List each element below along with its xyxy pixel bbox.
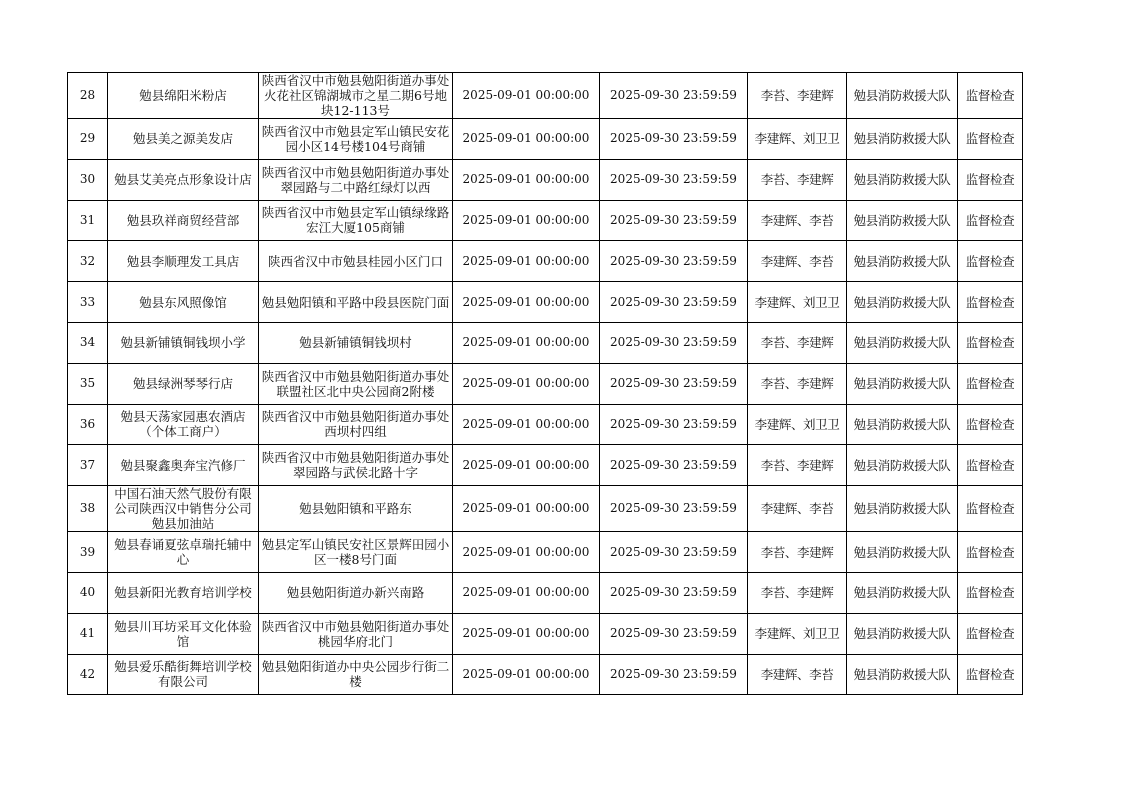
table-row <box>68 654 1023 695</box>
inspection-type-cell <box>958 241 1023 282</box>
start-text: 2025-09-01 00:00:00 <box>462 666 590 681</box>
unit-cell <box>847 654 958 695</box>
end-text: 2025-09-30 23:59:59 <box>610 585 737 600</box>
name-text: 勉县美之源美发店 <box>132 131 233 147</box>
address-cell <box>259 73 453 119</box>
start-text: 2025-09-01 00:00:00 <box>462 416 590 431</box>
table-row <box>68 73 1023 119</box>
end-time-cell <box>600 486 748 532</box>
start-text: 2025-09-01 00:00:00 <box>462 585 590 600</box>
end-text: 2025-09-30 23:59:59 <box>610 131 737 146</box>
end-text: 2025-09-30 23:59:59 <box>610 172 737 187</box>
end-text: 2025-09-30 23:59:59 <box>610 457 737 472</box>
table-row <box>68 159 1023 200</box>
inspectors-text: 李建辉、刘卫卫 <box>754 626 840 642</box>
unit-cell <box>847 572 958 613</box>
inspectors-cell <box>748 241 847 282</box>
address-text: 勉县勉阳镇和平路中段县医院门面 <box>261 294 450 310</box>
row-number-cell <box>68 445 108 486</box>
no-text: 34 <box>79 335 96 350</box>
inspectors-cell <box>748 486 847 532</box>
table-row <box>68 445 1023 486</box>
table-row <box>68 322 1023 363</box>
no-text: 33 <box>79 294 96 309</box>
inspectors-text: 李建辉、李苔 <box>760 501 834 517</box>
inspectors-cell <box>748 404 847 445</box>
end-time-cell <box>600 282 748 323</box>
inspection-type-cell <box>958 404 1023 445</box>
type-text: 监督检查 <box>965 626 1015 642</box>
name-text: 勉县玖祥商贸经营部 <box>126 212 240 228</box>
no-text: 28 <box>79 88 96 102</box>
no-text: 32 <box>79 253 96 268</box>
unit-text: 勉县消防救援大队 <box>853 585 951 601</box>
business-name-cell <box>108 654 259 695</box>
unit-cell <box>847 445 958 486</box>
start-time-cell <box>453 73 600 119</box>
type-text: 监督检查 <box>965 585 1015 601</box>
end-time-cell <box>600 613 748 654</box>
inspectors-cell <box>748 282 847 323</box>
end-time-cell <box>600 363 748 404</box>
inspectors-text: 李苔、李建辉 <box>760 544 834 560</box>
row-number-cell <box>68 404 108 445</box>
name-text: 勉县绿洲琴琴行店 <box>132 376 233 392</box>
end-time-cell <box>600 73 748 119</box>
business-name-cell <box>108 119 259 160</box>
type-text: 监督检查 <box>965 335 1015 351</box>
start-text: 2025-09-01 00:00:00 <box>462 626 590 641</box>
no-text: 37 <box>79 457 96 472</box>
start-time-cell <box>453 532 600 573</box>
inspection-type-cell <box>958 445 1023 486</box>
start-text: 2025-09-01 00:00:00 <box>462 172 590 187</box>
unit-text: 勉县消防救援大队 <box>853 501 951 517</box>
unit-text: 勉县消防救援大队 <box>853 666 951 682</box>
address-text: 陕西省汉中市勉县定军山镇绿缘路宏江大厦105商铺 <box>261 205 450 236</box>
type-text: 监督检查 <box>965 544 1015 560</box>
start-time-cell <box>453 445 600 486</box>
unit-text: 勉县消防救援大队 <box>853 294 951 310</box>
end-time-cell <box>600 532 748 573</box>
no-text: 38 <box>79 501 96 516</box>
no-text: 41 <box>79 626 96 641</box>
address-cell <box>259 532 453 573</box>
inspection-type-cell <box>958 200 1023 241</box>
end-text: 2025-09-30 23:59:59 <box>610 666 737 681</box>
no-text: 35 <box>79 376 96 391</box>
no-text: 31 <box>79 212 96 227</box>
address-cell <box>259 654 453 695</box>
start-text: 2025-09-01 00:00:00 <box>462 335 590 350</box>
end-text: 2025-09-30 23:59:59 <box>610 626 737 641</box>
address-text: 陕西省汉中市勉县勉阳街道办事处翠园路与武侯北路十字 <box>261 450 450 481</box>
name-text: 勉县春诵夏弦卓瑞托辅中心 <box>114 537 252 568</box>
address-cell <box>259 200 453 241</box>
start-time-cell <box>453 159 600 200</box>
row-number-cell <box>68 282 108 323</box>
row-number-cell <box>68 322 108 363</box>
name-text: 勉县爱乐酷街舞培训学校有限公司 <box>114 659 252 690</box>
inspectors-text: 李建辉、刘卫卫 <box>754 416 840 432</box>
type-text: 监督检查 <box>965 376 1015 392</box>
start-text: 2025-09-01 00:00:00 <box>462 253 590 268</box>
start-time-cell <box>453 486 600 532</box>
end-text: 2025-09-30 23:59:59 <box>610 335 737 350</box>
business-name-cell <box>108 241 259 282</box>
unit-text: 勉县消防救援大队 <box>853 457 951 473</box>
type-text: 监督检查 <box>965 294 1015 310</box>
address-text: 勉县新铺镇铜钱坝村 <box>299 335 412 351</box>
start-text: 2025-09-01 00:00:00 <box>462 88 590 102</box>
unit-cell <box>847 241 958 282</box>
row-number-cell <box>68 73 108 119</box>
type-text: 监督检查 <box>965 212 1015 228</box>
address-text: 陕西省汉中市勉县勉阳街道办事处翠园路与二中路红绿灯以西 <box>261 164 450 195</box>
row-number-cell <box>68 200 108 241</box>
business-name-cell <box>108 363 259 404</box>
table-row <box>68 241 1023 282</box>
name-text: 勉县李顺理发工具店 <box>126 253 240 269</box>
address-text: 陕西省汉中市勉县桂园小区门口 <box>267 253 443 269</box>
table-row <box>68 200 1023 241</box>
unit-cell <box>847 532 958 573</box>
no-text: 39 <box>79 544 96 559</box>
inspection-table <box>67 72 1023 695</box>
address-text: 勉县定军山镇民安社区景辉田园小区一楼8号门面 <box>261 537 450 568</box>
unit-text: 勉县消防救援大队 <box>853 544 951 560</box>
unit-cell <box>847 613 958 654</box>
start-text: 2025-09-01 00:00:00 <box>462 544 590 559</box>
unit-cell <box>847 282 958 323</box>
inspectors-text: 李苔、李建辉 <box>760 88 834 103</box>
address-text: 勉县勉阳街道办新兴南路 <box>286 585 425 601</box>
address-text: 陕西省汉中市勉县勉阳街道办事处火花社区锦湖城市之星二期6号地块12-113号 <box>261 73 450 118</box>
business-name-cell <box>108 486 259 532</box>
name-text: 勉县绵阳米粉店 <box>139 88 227 103</box>
row-number-cell <box>68 241 108 282</box>
end-text: 2025-09-30 23:59:59 <box>610 501 737 516</box>
business-name-cell <box>108 200 259 241</box>
end-time-cell <box>600 200 748 241</box>
type-text: 监督检查 <box>965 172 1015 188</box>
no-text: 29 <box>79 131 96 146</box>
inspectors-cell <box>748 73 847 119</box>
inspectors-cell <box>748 119 847 160</box>
start-text: 2025-09-01 00:00:00 <box>462 294 590 309</box>
start-time-cell <box>453 404 600 445</box>
row-number-cell <box>68 159 108 200</box>
no-text: 40 <box>79 585 96 600</box>
inspection-type-cell <box>958 654 1023 695</box>
address-text: 陕西省汉中市勉县勉阳街道办事处联盟社区北中央公园商2附楼 <box>261 368 450 399</box>
inspection-type-cell <box>958 363 1023 404</box>
address-cell <box>259 445 453 486</box>
name-text: 勉县艾美亮点形象设计店 <box>114 172 252 188</box>
start-time-cell <box>453 654 600 695</box>
type-text: 监督检查 <box>965 131 1015 147</box>
unit-text: 勉县消防救援大队 <box>853 335 951 351</box>
address-text: 勉县勉阳镇和平路东 <box>299 501 412 517</box>
business-name-cell <box>108 73 259 119</box>
end-text: 2025-09-30 23:59:59 <box>610 294 737 309</box>
address-cell <box>259 572 453 613</box>
type-text: 监督检查 <box>965 416 1015 432</box>
business-name-cell <box>108 613 259 654</box>
start-text: 2025-09-01 00:00:00 <box>462 376 590 391</box>
inspectors-cell <box>748 572 847 613</box>
unit-text: 勉县消防救援大队 <box>853 212 951 228</box>
address-text: 陕西省汉中市勉县勉阳街道办事处桃园华府北门 <box>261 618 450 649</box>
unit-text: 勉县消防救援大队 <box>853 416 951 432</box>
business-name-cell <box>108 404 259 445</box>
name-text: 勉县新铺镇铜钱坝小学 <box>120 335 246 351</box>
business-name-cell <box>108 322 259 363</box>
start-time-cell <box>453 119 600 160</box>
table-row <box>68 282 1023 323</box>
unit-text: 勉县消防救援大队 <box>853 253 951 269</box>
inspectors-text: 李苔、李建辉 <box>760 376 834 392</box>
address-cell <box>259 322 453 363</box>
inspectors-text: 李建辉、李苔 <box>760 212 834 228</box>
unit-cell <box>847 404 958 445</box>
start-text: 2025-09-01 00:00:00 <box>462 131 590 146</box>
inspectors-text: 李苔、李建辉 <box>760 335 834 351</box>
type-text: 监督检查 <box>965 88 1015 103</box>
start-time-cell <box>453 322 600 363</box>
inspectors-text: 李苔、李建辉 <box>760 457 834 473</box>
business-name-cell <box>108 572 259 613</box>
address-cell <box>259 282 453 323</box>
end-text: 2025-09-30 23:59:59 <box>610 212 737 227</box>
inspectors-text: 李建辉、刘卫卫 <box>754 131 840 147</box>
unit-text: 勉县消防救援大队 <box>853 376 951 392</box>
unit-cell <box>847 486 958 532</box>
address-text: 陕西省汉中市勉县勉阳街道办事处西坝村四组 <box>261 409 450 440</box>
inspectors-cell <box>748 363 847 404</box>
inspectors-cell <box>748 654 847 695</box>
inspectors-cell <box>748 200 847 241</box>
inspectors-cell <box>748 159 847 200</box>
unit-cell <box>847 200 958 241</box>
table-row <box>68 572 1023 613</box>
unit-cell <box>847 322 958 363</box>
name-text: 勉县东风照像馆 <box>139 294 227 310</box>
inspection-type-cell <box>958 532 1023 573</box>
type-text: 监督检查 <box>965 501 1015 517</box>
row-number-cell <box>68 572 108 613</box>
type-text: 监督检查 <box>965 457 1015 473</box>
business-name-cell <box>108 445 259 486</box>
start-time-cell <box>453 363 600 404</box>
inspection-type-cell <box>958 572 1023 613</box>
business-name-cell <box>108 282 259 323</box>
end-time-cell <box>600 654 748 695</box>
address-cell <box>259 119 453 160</box>
table-body <box>68 73 1023 695</box>
row-number-cell <box>68 486 108 532</box>
row-number-cell <box>68 119 108 160</box>
address-text: 陕西省汉中市勉县定军山镇民安花园小区14号楼104号商铺 <box>261 123 450 154</box>
row-number-cell <box>68 613 108 654</box>
end-time-cell <box>600 119 748 160</box>
table-row <box>68 532 1023 573</box>
inspectors-cell <box>748 322 847 363</box>
no-text: 42 <box>79 666 96 681</box>
unit-cell <box>847 119 958 160</box>
unit-text: 勉县消防救援大队 <box>853 131 951 147</box>
name-text: 勉县川耳坊采耳文化体验馆 <box>114 618 252 649</box>
no-text: 36 <box>79 416 96 431</box>
inspectors-text: 李建辉、李苔 <box>760 253 834 269</box>
table-row <box>68 486 1023 532</box>
end-time-cell <box>600 572 748 613</box>
start-time-cell <box>453 613 600 654</box>
row-number-cell <box>68 532 108 573</box>
inspectors-text: 李苔、李建辉 <box>760 172 834 188</box>
unit-text: 勉县消防救援大队 <box>853 626 951 642</box>
inspectors-text: 李苔、李建辉 <box>760 585 834 601</box>
start-time-cell <box>453 572 600 613</box>
type-text: 监督检查 <box>965 253 1015 269</box>
address-cell <box>259 363 453 404</box>
address-cell <box>259 159 453 200</box>
address-cell <box>259 404 453 445</box>
inspection-type-cell <box>958 119 1023 160</box>
address-cell <box>259 613 453 654</box>
inspectors-cell <box>748 613 847 654</box>
end-text: 2025-09-30 23:59:59 <box>610 253 737 268</box>
unit-cell <box>847 159 958 200</box>
name-text: 勉县聚鑫奥奔宝汽修厂 <box>120 457 246 473</box>
end-time-cell <box>600 322 748 363</box>
inspectors-text: 李建辉、刘卫卫 <box>754 294 840 310</box>
start-text: 2025-09-01 00:00:00 <box>462 457 590 472</box>
address-text: 勉县勉阳街道办中央公园步行街二楼 <box>261 659 450 690</box>
end-time-cell <box>600 404 748 445</box>
business-name-cell <box>108 532 259 573</box>
end-text: 2025-09-30 23:59:59 <box>610 544 737 559</box>
inspectors-text: 李建辉、李苔 <box>760 666 834 682</box>
start-text: 2025-09-01 00:00:00 <box>462 212 590 227</box>
start-text: 2025-09-01 00:00:00 <box>462 501 590 516</box>
end-text: 2025-09-30 23:59:59 <box>610 376 737 391</box>
inspection-type-cell <box>958 282 1023 323</box>
name-text: 勉县天荡家园惠农酒店（个体工商户） <box>120 409 246 440</box>
address-cell <box>259 241 453 282</box>
address-cell <box>259 486 453 532</box>
table-row <box>68 613 1023 654</box>
name-text: 勉县新阳光教育培训学校 <box>114 585 252 601</box>
start-time-cell <box>453 200 600 241</box>
unit-text: 勉县消防救援大队 <box>853 172 951 188</box>
inspection-type-cell <box>958 613 1023 654</box>
inspection-type-cell <box>958 486 1023 532</box>
unit-cell <box>847 73 958 119</box>
table-row <box>68 363 1023 404</box>
business-name-cell <box>108 159 259 200</box>
end-time-cell <box>600 159 748 200</box>
end-text: 2025-09-30 23:59:59 <box>610 88 737 102</box>
type-text: 监督检查 <box>965 666 1015 682</box>
end-time-cell <box>600 445 748 486</box>
table-row <box>68 119 1023 160</box>
unit-text: 勉县消防救援大队 <box>853 88 951 103</box>
no-text: 30 <box>79 172 96 187</box>
unit-cell <box>847 363 958 404</box>
table-row <box>68 404 1023 445</box>
end-text: 2025-09-30 23:59:59 <box>610 416 737 431</box>
start-time-cell <box>453 282 600 323</box>
name-text: 中国石油天然气股份有限公司陕西汉中销售分公司勉县加油站 <box>114 486 252 532</box>
inspection-type-cell <box>958 322 1023 363</box>
row-number-cell <box>68 654 108 695</box>
inspectors-cell <box>748 445 847 486</box>
inspection-type-cell <box>958 159 1023 200</box>
start-time-cell <box>453 241 600 282</box>
row-number-cell <box>68 363 108 404</box>
inspectors-cell <box>748 532 847 573</box>
end-time-cell <box>600 241 748 282</box>
inspection-type-cell <box>958 73 1023 119</box>
